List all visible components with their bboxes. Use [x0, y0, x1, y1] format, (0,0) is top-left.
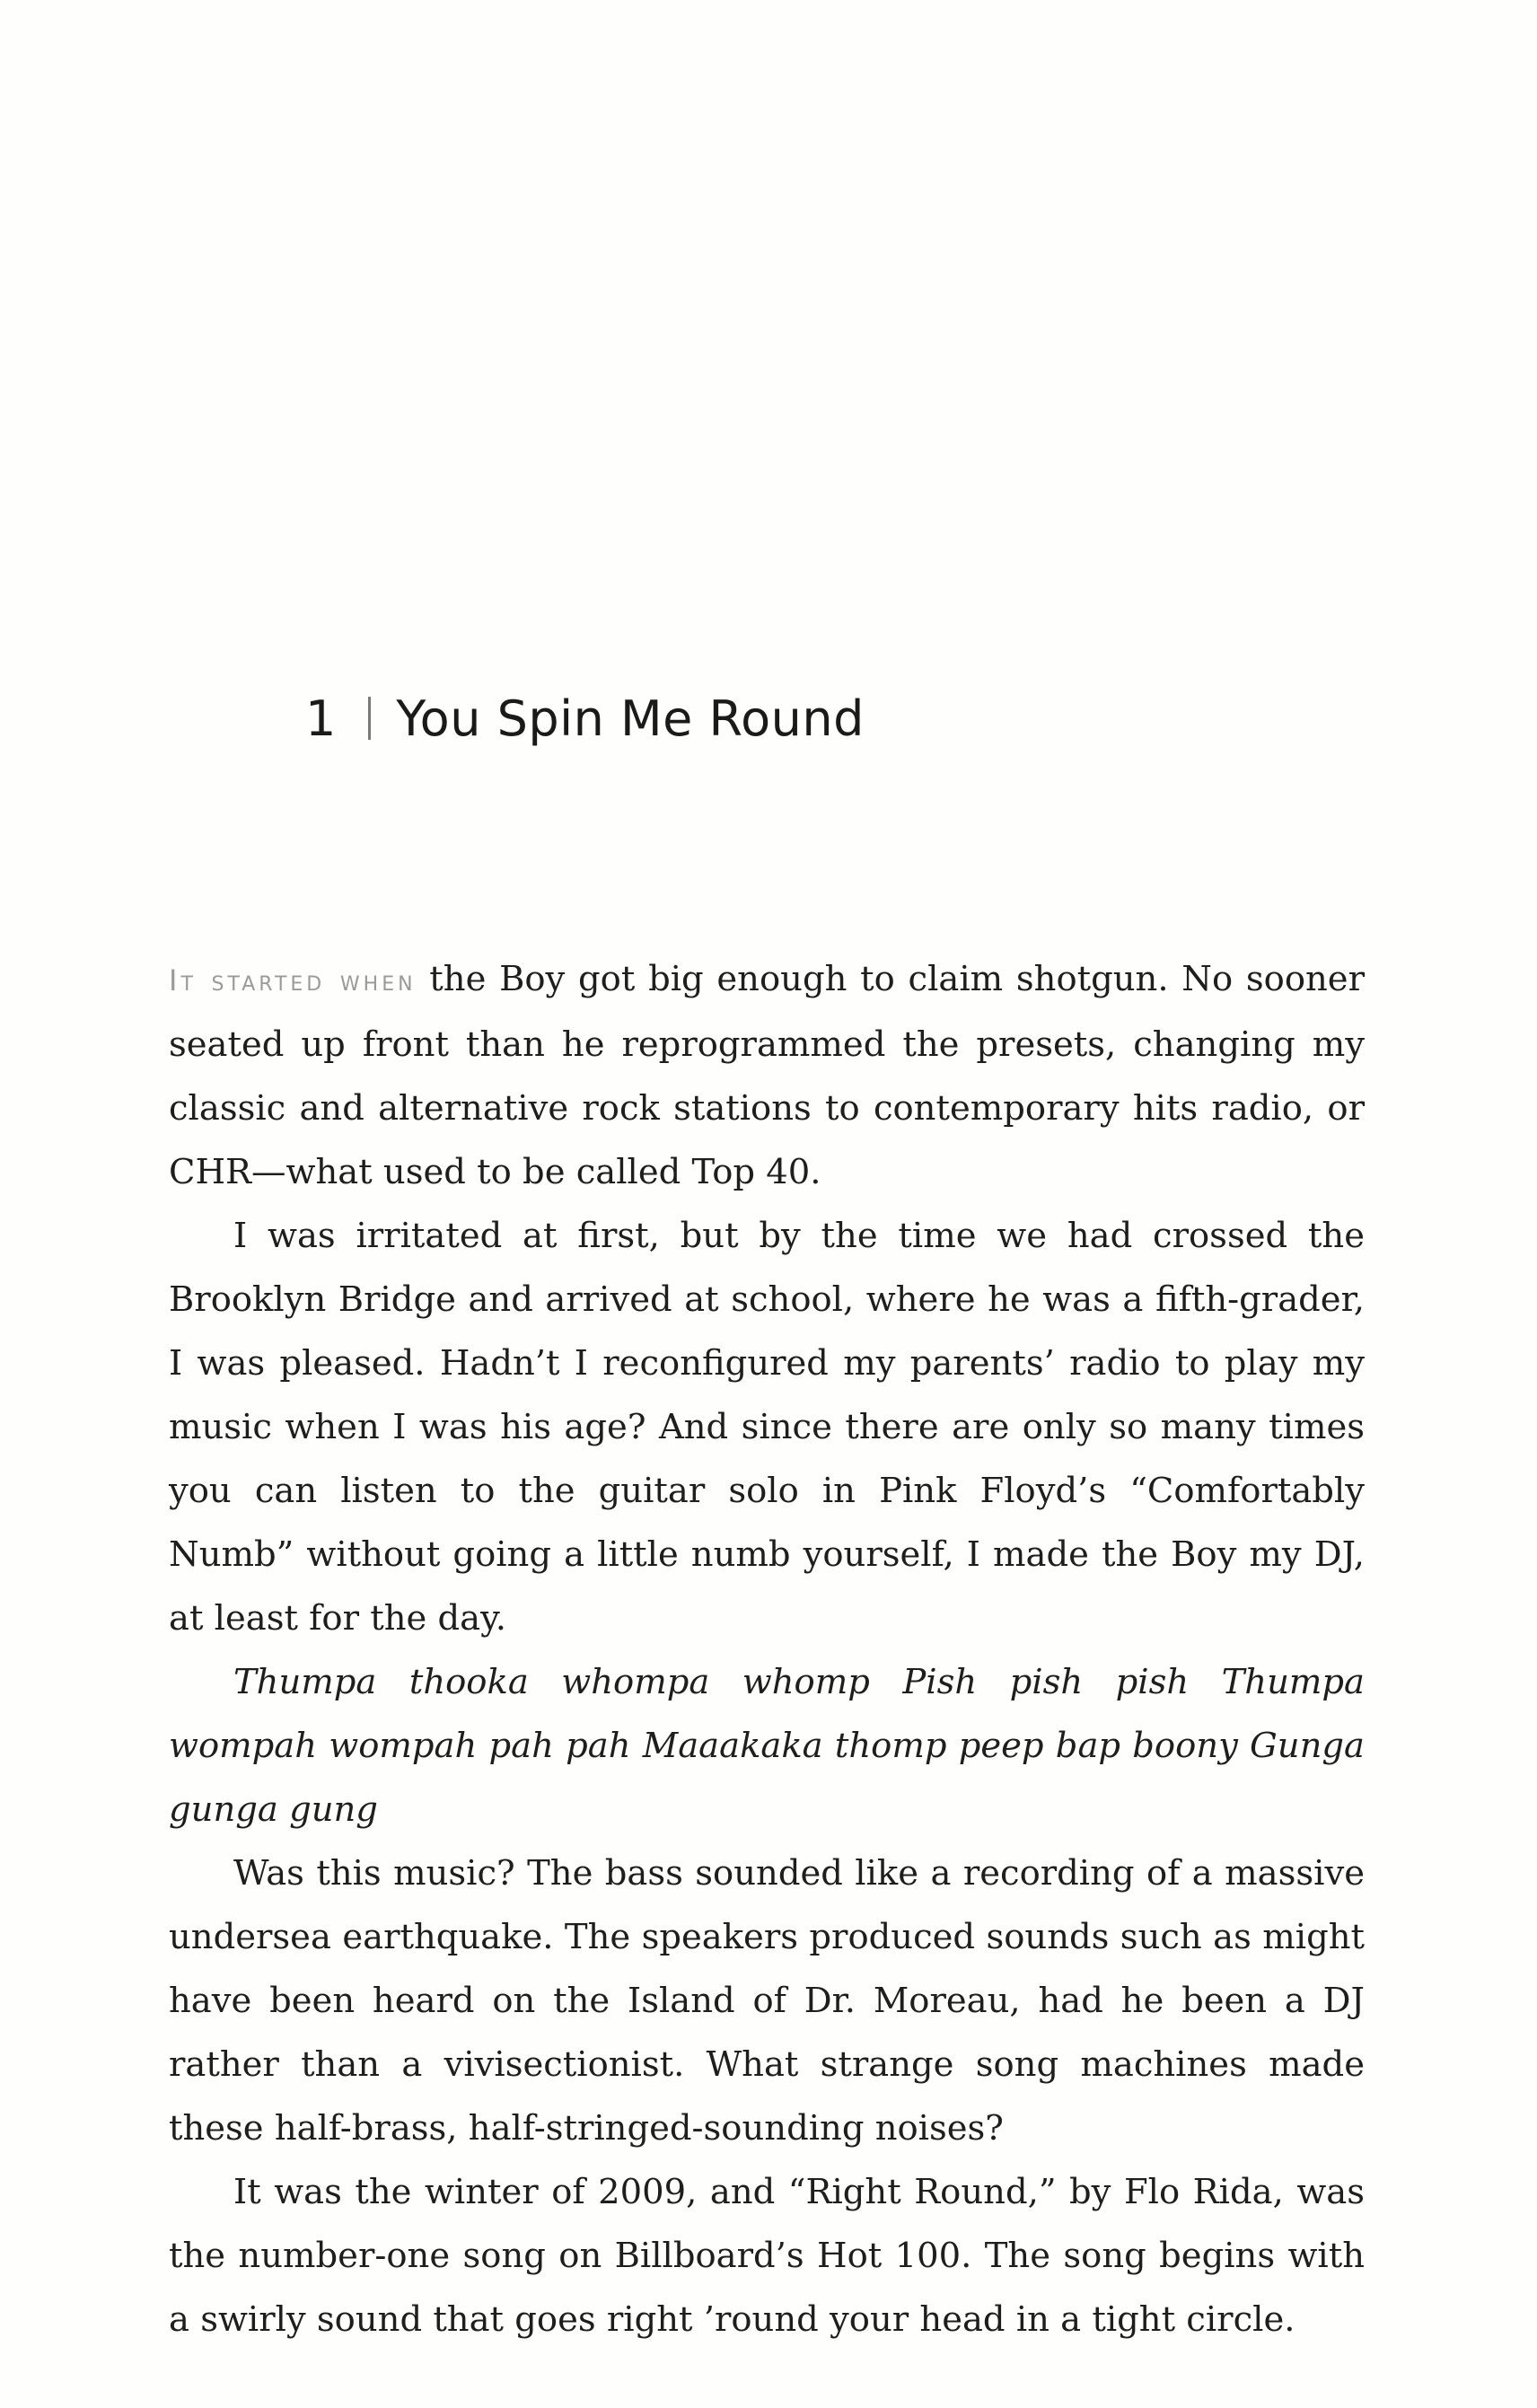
paragraph-3-italic: Thumpa thooka whompa whomp Pish pish pish Thumpa wompah wompah pah pah Maaakaka thomp peep bap boony Gunga gunga gung [169, 1662, 1365, 1830]
paragraph-4: Was this music? The bass sounded like a recording of a massive undersea earthquake. The speakers produced sounds such as might have been heard on the Island of Dr. Moreau, had he been a DJ rather than a vivisectionist. What strange song machines made these half-brass, half-stringed-sounding noises? [169, 1853, 1365, 2149]
chapter-heading [305, 682, 865, 754]
paragraph-1 [169, 947, 1365, 1204]
chapter-divider [368, 697, 371, 740]
paragraph-5: It was the winter of 2009, and “Right Round,” by Flo Rida, was the number-one song on Billboard’s Hot 100. The song begins with a swirly sound that goes right ’round your head in a tight circle. [169, 2172, 1365, 2340]
chapter-title: You Spin Me Round [396, 690, 865, 747]
paragraph-2: I was irritated at first, but by the time we had crossed the Brooklyn Bridge and arrived at school, where he was a fifth-grader, I was pleased. Hadn’t I reconfigured my parents’ radio to play my music when I was his age? And since there are only so many times you can listen to the guitar solo in Pink Floyd’s “Comfortably Numb” without going a little numb yourself, I made the Boy my DJ, at least for the day. [169, 1216, 1365, 1639]
chapter-number: 1 [305, 690, 337, 747]
chapter-body [169, 947, 1365, 2351]
paragraph-1-text: the Boy got big enough to claim shotgun. No sooner seated up front than he reprogrammed the presets, changing my classic and alternative rock stations to contemporary hits radio, or CHR—what used to be called Top 40. [169, 959, 1365, 1192]
lead-in: It started when [169, 963, 417, 997]
